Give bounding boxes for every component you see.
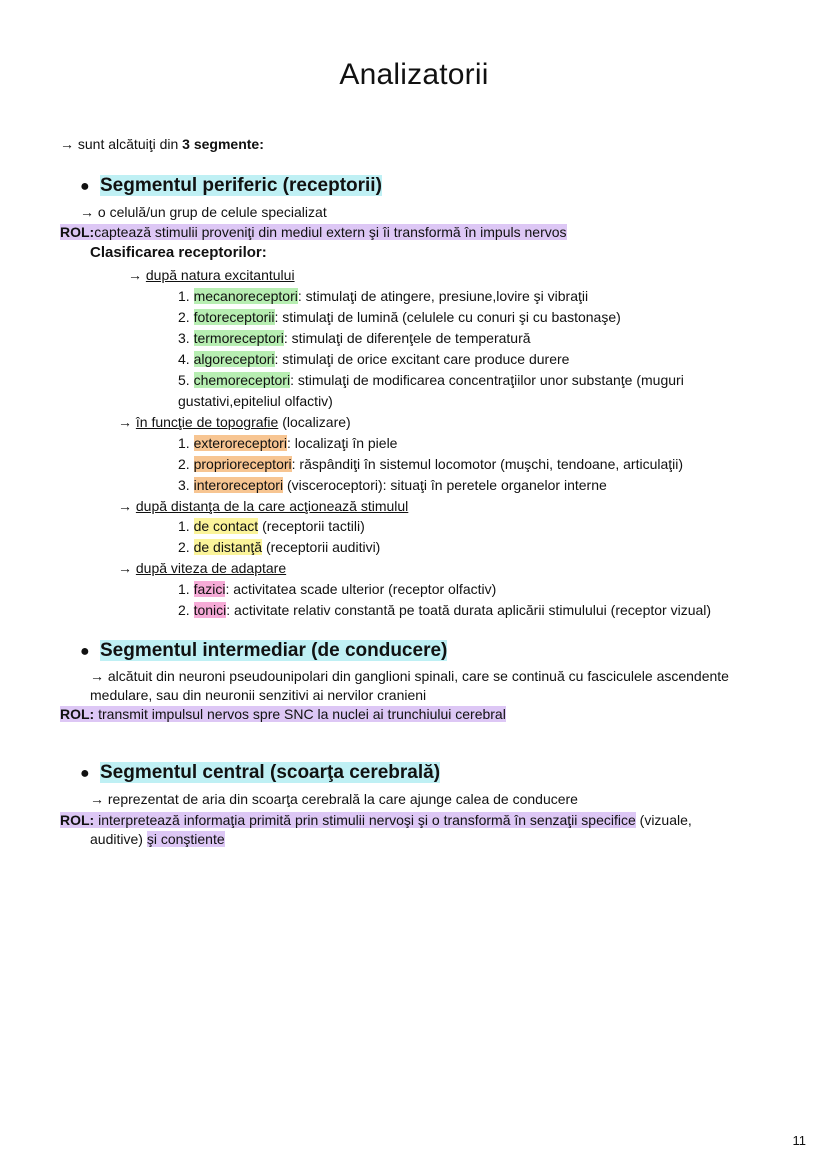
- list-item: 2. fotoreceptorii: stimulaţi de lumină (celulele cu conuri şi cu bastonaşe): [178, 309, 621, 325]
- segment-periferic-heading: ● Segmentul periferic (receptorii): [80, 173, 382, 200]
- criteriu-distanta: → după distanţa de la care acţionează stimulul: [118, 498, 409, 514]
- segment-central-rol-line-1: ROL: interpretează informaţia primită prin stimulii nervoşi şi o transformă în senzaţii specifice (vizuale,: [60, 812, 692, 828]
- list-item: 3. interoreceptori (visceroceptori): situaţi în peretele organelor interne: [178, 477, 607, 493]
- clasificare-heading: Clasificarea receptorilor:: [90, 244, 267, 261]
- list-item: 5. chemoreceptori: stimulaţi de modificarea concentraţiilor unor substanţe (muguri: [178, 372, 684, 388]
- segment-intermediar-desc-1: → alcătuit din neuroni pseudounipolari din ganglioni spinali, care se continuă cu fasciculele ascendente: [90, 668, 729, 684]
- list-item: 1. mecanoreceptori: stimulaţi de atingere, presiune,lovire şi vibraţii: [178, 288, 589, 304]
- list-item-continuation: gustativi,epiteliul olfactiv): [178, 393, 333, 409]
- list-item: 3. termoreceptori: stimulaţi de diferenţele de temperatură: [178, 330, 531, 346]
- segment-intermediar-heading: ● Segmentul intermediar (de conducere): [80, 638, 447, 665]
- list-item: 1. exteroreceptori: localizaţi în piele: [178, 435, 398, 451]
- criteriu-natura: → după natura excitantului: [128, 267, 295, 283]
- segment-intermediar-rol: ROL: transmit impulsul nervos spre SNC la nuclei ai trunchiului cerebral: [60, 706, 506, 722]
- page-number: 11: [792, 1133, 806, 1148]
- list-item: 4. algoreceptori: stimulaţi de orice excitant care produce durere: [178, 351, 570, 367]
- criteriu-viteza: → după viteza de adaptare: [118, 560, 287, 576]
- segment-periferic-rol: ROL:captează stimulii proveniţi din mediul extern şi îi transformă în impuls nervos: [60, 224, 567, 240]
- bullet-icon: ●: [80, 765, 90, 782]
- bullet-icon: ●: [80, 643, 90, 660]
- bullet-icon: ●: [80, 178, 90, 195]
- list-item: 2. tonici: activitate relativ constantă pe toată durata aplicării stimulului (receptor vizual): [178, 602, 712, 618]
- list-item: 2. de distanţă (receptorii auditivi): [178, 539, 381, 555]
- segment-intermediar-desc-2: medulare, sau din neuronii senzitivi ai nervilor cranieni: [90, 687, 427, 703]
- intro-line: → sunt alcătuiţi din 3 segmente:: [60, 136, 264, 152]
- page-title: Analizatorii: [339, 58, 489, 91]
- segment-central-heading: ● Segmentul central (scoarţa cerebrală): [80, 760, 440, 787]
- segment-periferic-desc: → o celulă/un grup de celule specializat: [80, 204, 327, 220]
- list-item: 2. proprioreceptori: răspândiţi în sistemul locomotor (muşchi, tendoane, articulaţii): [178, 456, 684, 472]
- criteriu-topografie: → în funcţie de topografie (localizare): [118, 414, 351, 430]
- segment-central-rol-line-2: auditive) şi conştiente: [90, 831, 225, 847]
- segment-central-desc: → reprezentat de aria din scoarţa cerebrală la care ajunge calea de conducere: [90, 791, 578, 807]
- list-item: 1. de contact (receptorii tactili): [178, 518, 365, 534]
- list-item: 1. fazici: activitatea scade ulterior (receptor olfactiv): [178, 581, 497, 597]
